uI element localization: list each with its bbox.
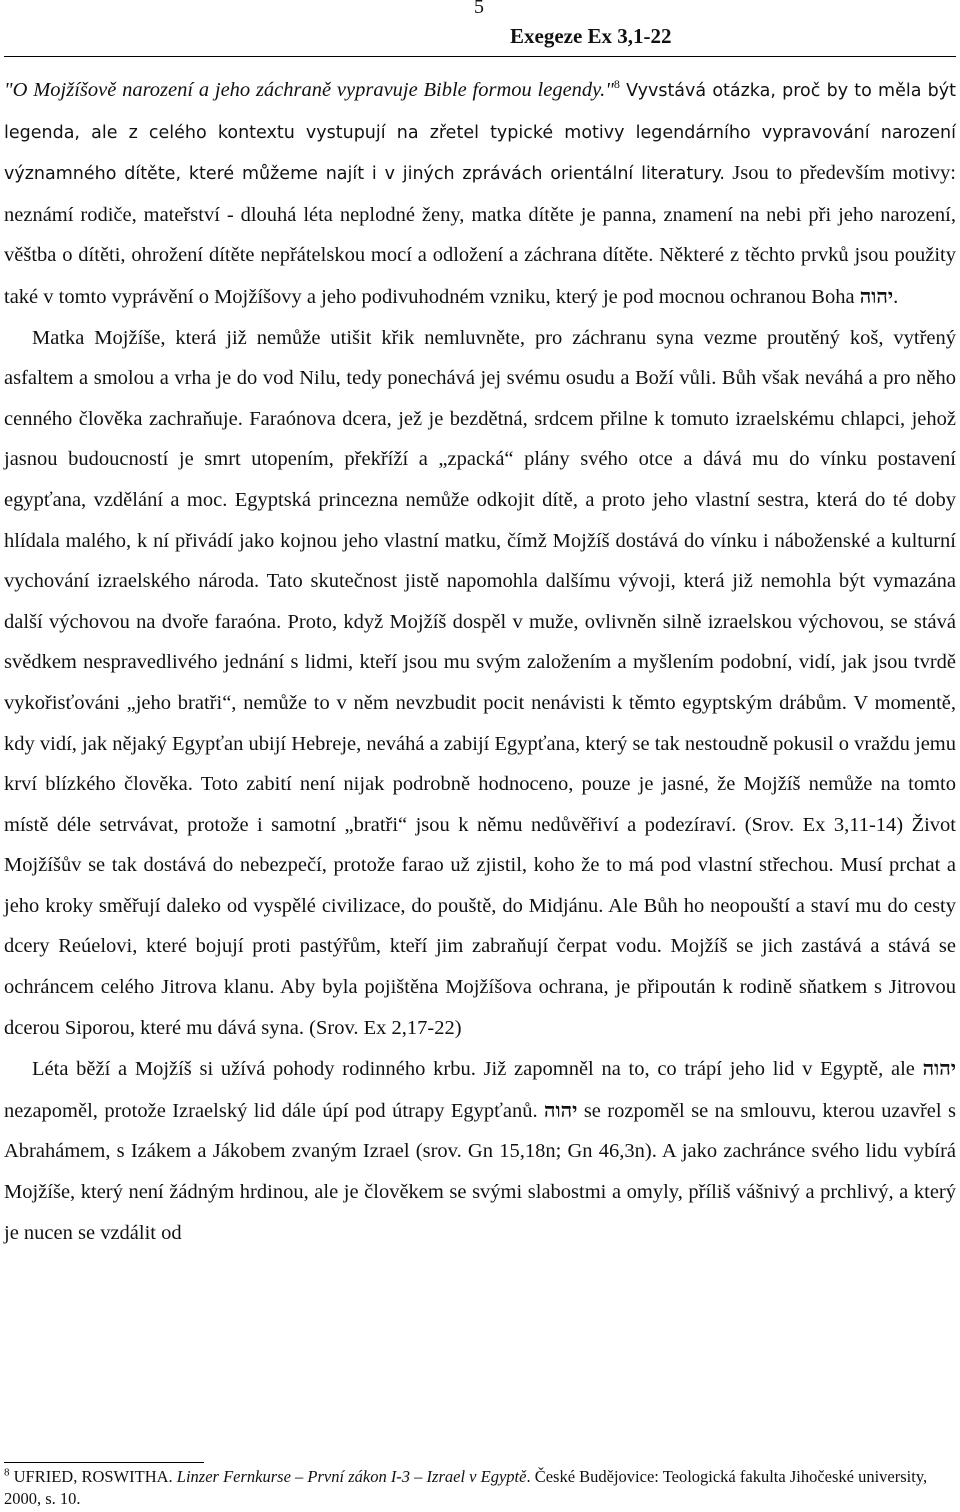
paragraph-1 bbox=[4, 70, 956, 318]
paragraph-1-sans-text: Vyvstává otázka, proč by to měla být legenda, ale z celého kontextu vystupují na zřetel typické motivy legendárního vypravování narození významného dítěte, které můžeme najít i v jiných zprávách orientální literatury. bbox=[4, 81, 956, 185]
footnote-rule bbox=[4, 1462, 204, 1463]
paragraph-3 bbox=[4, 1048, 956, 1253]
paragraph-1-text: Jsou to především motivy: neznámí rodiče, mateřství - dlouhá léta neplodné ženy, matka dítěte je panna, znamení na nebi při jeho narození, věštba o dítěti, ohrožení dítěte nepřátelskou mocí a odložení a záchrana dítěte. Některé z těchto prvků jsou použity také v tomto vyprávění o Mojžíšovy a jeho podivuhodném vzniku, který je pod mocnou ochranou Boha bbox=[4, 162, 956, 308]
running-header: Exegeze Ex 3,1-22 bbox=[510, 24, 672, 48]
header-rule bbox=[4, 56, 956, 57]
hebrew-divine-name: יהוה bbox=[544, 1097, 578, 1122]
footnote-title: Linzer Fernkurse – První zákon I-3 – Izrael v Egyptě bbox=[176, 1467, 527, 1486]
paragraph-3-text-c: se rozpoměl se na smlouvu, kterou uzavřel s Abrahámem, s Izákem a Jákobem zvaným Izrael (srov. Gn 15,18n; Gn 46,3n). A jako zachránce svého lidu vybírá Mojžíše, který není žádným hrdinou, ale je člověkem se svými slabostmi a omyly, příliš vášnivý a prchlivý, a který je nucen se vzdálit od bbox=[4, 1099, 956, 1244]
footnote-publication: . České Budějovice: Teologická fakulta Jihočeské university, 2000, s. 10. bbox=[4, 1467, 928, 1508]
paragraph-2: Matka Mojžíše, která již nemůže utišit křik nemluvněte, pro záchranu syna vezme proutěný koš, vytřený asfaltem a smolou a vrha je do vod Nilu, tedy ponechává jej svému osudu a Boží vůli. Bůh však neváhá a pro něho cenného člověka zachraňuje. Faraónova dcera, jež je bezdětná, srdcem přilne k tomuto izraelskému chlapci, jehož jasnou budoucností je smrt utopením, překříží a „zpacká“ plány svého otce a dává mu do vínku postavení egypťana, vzdělání a moc. Egyptská princezna nemůže odkojit dítě, a proto jeho vlastní sestra, která do té doby hlídala malého, k ní přivádí jako kojnou jeho vlastní matku, čímž Mojžíš dostává do vínku i náboženské a kulturní vychování izraelského národa. Tato skutečnost jistě napomohla dalšímu vývoji, která již nemohla být vymazána další výchovou na dvoře faraóna. Proto, když Mojžíš dospěl v muže, ovlivněn silně izraelskou výchovou, se stává svědkem nespravedlivého jednání s lidmi, kteří jsou mu svým založením a myšlením podobní, vidí, jak jsou tvrdě vykořisťováni „jeho bratři“, nemůže to v něm nevzbudit pocit nenávisti k těmto egyptským drábům. V momentě, kdy vidí, jak nějaký Egypťan ubijí Hebreje, neváhá a zabijí Egypťana, který se tak nestoudně pokusil o vraždu jemu krví blízkého člověka. Toto zabití není nijak podrobně hodnoceno, pouze je jasné, že Mojžíš nemůže na tomto místě déle setrvávat, protože i samotní „bratři“ jsou k němu nedůvěřiví a podezíraví. (Srov. Ex 3,11-14) Život Mojžíšův se tak dostává do nebezpečí, protože farao už zjistil, koho že to má pod vlastní střechou. Musí prchat a jeho kroky směřují daleko od vyspělé civilizace, do pouště, do Midjánu. Ale Bůh ho neopouští a staví mu do cesty dcery Reúelovi, které bojují proti pastýřům, kteří jim zabraňují čerpat vodu. Mojžíš se jich zastává a stává se ochráncem celého Jitrova klanu. Aby byla pojištěna Mojžíšova ochrana, je připoután k rodině sňatkem s Jitrovou dcerou Siporou, které mu dává syna. (Srov. Ex 2,17-22) bbox=[4, 326, 956, 1039]
footnote-authors: UFRIED, ROSWITHA. bbox=[9, 1467, 177, 1486]
body-text bbox=[4, 70, 956, 1253]
footnote-ref-8[interactable]: 8 bbox=[613, 77, 620, 92]
hebrew-divine-name: יהוה bbox=[922, 1056, 956, 1081]
paragraph-3-text-a: Léta běží a Mojžíš si užívá pohody rodinného krbu. Již zapomněl na to, co trápí jeho lid v Egyptě, ale bbox=[32, 1058, 923, 1081]
footnote-mark: 8 bbox=[4, 1466, 10, 1479]
footnote-8 bbox=[4, 1466, 956, 1510]
paragraph-3-text-b: nezapoměl, protože Izraelský lid dále úpí pod útrapy Egypťanů. bbox=[4, 1099, 545, 1122]
page-number: 5 bbox=[474, 0, 484, 18]
hebrew-divine-name: יהוה bbox=[859, 283, 894, 308]
legend-quote: "O Mojžíšově narození a jeho záchraně vypravuje Bible formou legendy." bbox=[4, 79, 614, 101]
paragraph-1-end: . bbox=[893, 285, 899, 308]
